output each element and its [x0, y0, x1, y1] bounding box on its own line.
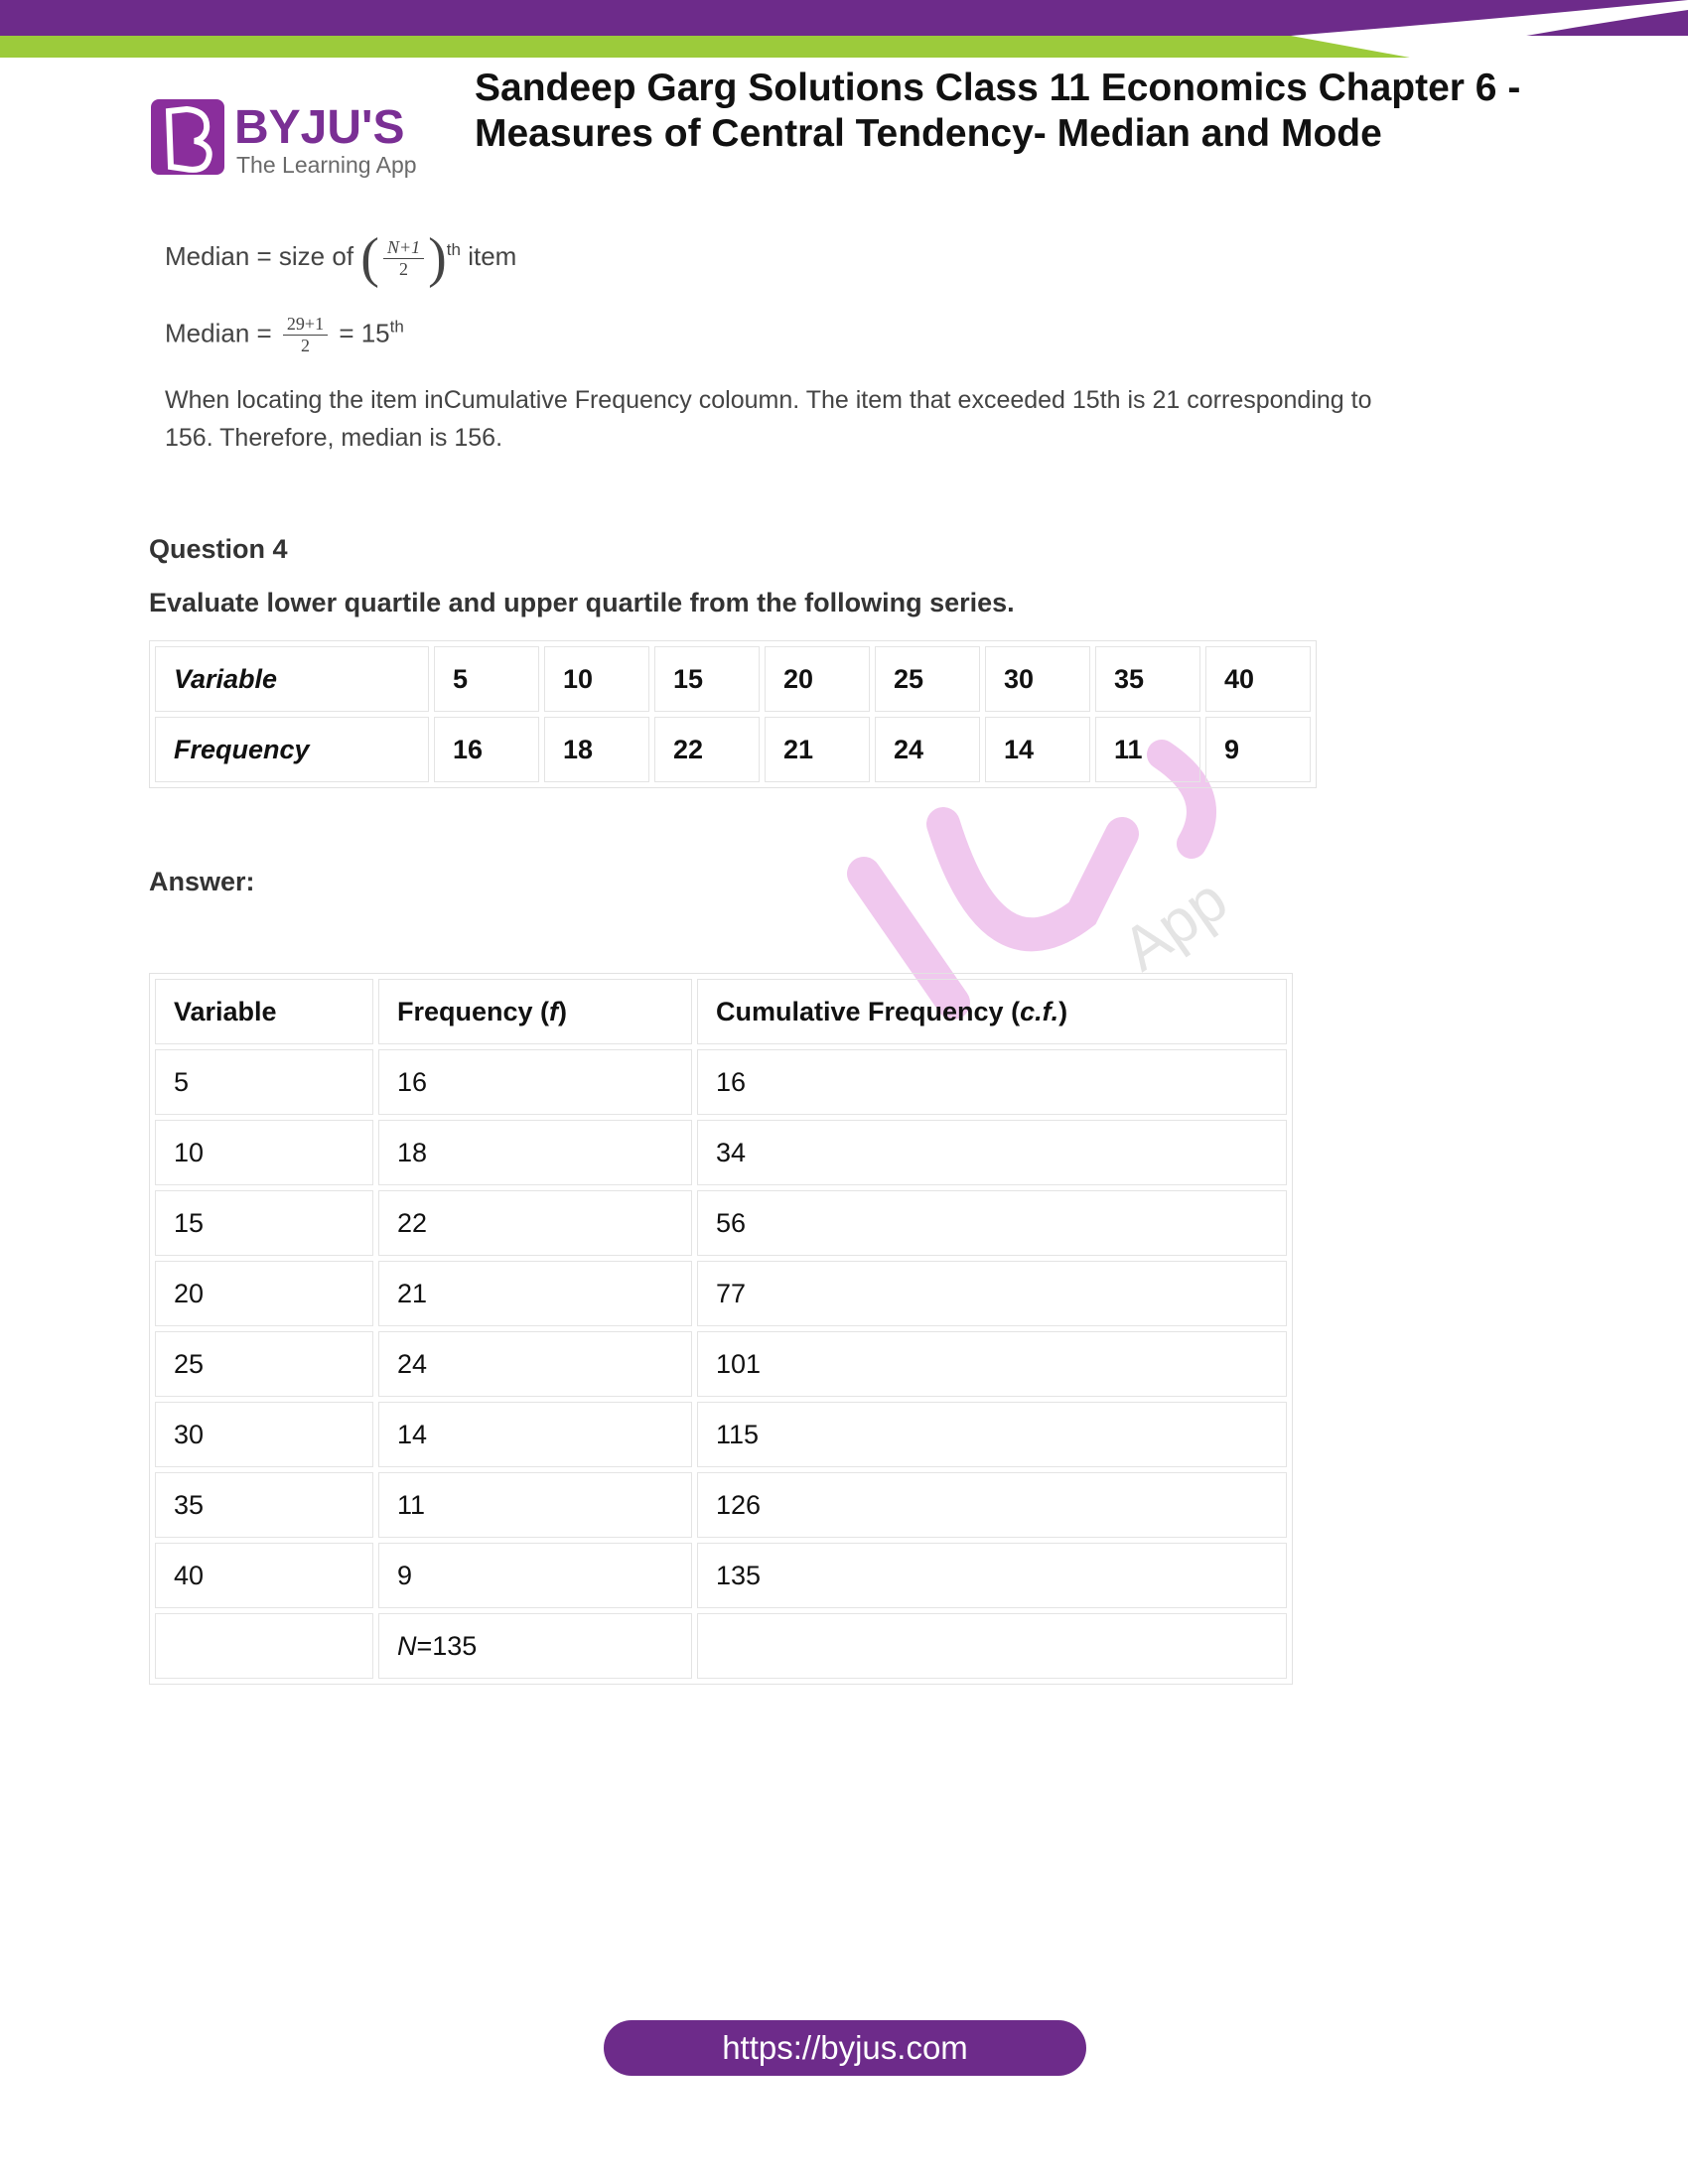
- denominator: 2: [399, 258, 409, 279]
- table-cell: 56: [697, 1190, 1287, 1256]
- table-row: [155, 1402, 1287, 1467]
- table-cell: 10: [544, 646, 649, 712]
- svg-text:The Learning App: The Learning App: [236, 152, 417, 178]
- table-cell: 18: [544, 717, 649, 782]
- table-cell: 15: [654, 646, 760, 712]
- table-cell: 25: [875, 646, 980, 712]
- table-cell: 35: [1095, 646, 1200, 712]
- denominator: 2: [301, 336, 310, 355]
- paren-close: ): [428, 227, 447, 289]
- frequency-row: [155, 717, 1311, 782]
- superscript: th: [446, 240, 461, 260]
- table-header-row: [155, 979, 1287, 1044]
- variable-row: [155, 646, 1311, 712]
- column-header: Variable: [155, 979, 373, 1044]
- header-italic: c.f.: [1020, 996, 1059, 1026]
- table-cell: 11: [378, 1472, 692, 1538]
- footer-url-link[interactable]: https://byjus.com: [604, 2020, 1086, 2076]
- table-cell: 77: [697, 1261, 1287, 1326]
- table-total-row: [155, 1613, 1287, 1679]
- table-cell: 16: [378, 1049, 692, 1115]
- superscript: th: [389, 317, 404, 337]
- table-cell: 5: [434, 646, 539, 712]
- byjus-logo: [149, 97, 437, 181]
- table-cell: 40: [155, 1543, 373, 1608]
- table-row: [155, 1261, 1287, 1326]
- table-row: [155, 1472, 1287, 1538]
- table-cell: 10: [155, 1120, 373, 1185]
- table-cell: 24: [875, 717, 980, 782]
- question-text: Evaluate lower quartile and upper quartile from the following series.: [149, 588, 1015, 617]
- explanation-paragraph: When locating the item inCumulative Frequency coloumn. The item that exceeded 15th is 21 corresponding to 156. Therefore, median is 156.: [165, 386, 1372, 452]
- question-table: [149, 640, 1317, 788]
- table-cell: 21: [765, 717, 870, 782]
- watermark-text: App: [1110, 865, 1240, 985]
- question-heading: Question 4: [149, 534, 288, 564]
- table-cell: 20: [765, 646, 870, 712]
- formula-prefix: Median =: [165, 318, 272, 348]
- table-row: [155, 1543, 1287, 1608]
- total-cell: [378, 1613, 692, 1679]
- table-cell: 126: [697, 1472, 1287, 1538]
- answer-table: [149, 973, 1293, 1685]
- table-cell: 14: [985, 717, 1090, 782]
- table-cell: 16: [434, 717, 539, 782]
- formula-result: = 15: [339, 318, 390, 348]
- numerator: 29+1: [283, 314, 328, 336]
- table-row: [155, 1331, 1287, 1397]
- table-cell: 135: [697, 1543, 1287, 1608]
- table-cell: 30: [985, 646, 1090, 712]
- table-cell: 15: [155, 1190, 373, 1256]
- table-cell: 18: [378, 1120, 692, 1185]
- header-text: ): [558, 996, 568, 1026]
- table-cell: 14: [378, 1402, 692, 1467]
- answer-label: Answer:: [149, 867, 255, 896]
- table-cell: 9: [378, 1543, 692, 1608]
- paren-open: (: [360, 227, 379, 289]
- table-cell: 11: [1095, 717, 1200, 782]
- table-cell: 34: [697, 1120, 1287, 1185]
- numerator: N+1: [383, 237, 424, 259]
- title-line-1: Sandeep Garg Solutions Class 11 Economics Chapter 6 -: [475, 67, 1521, 109]
- table-cell: 16: [697, 1049, 1287, 1115]
- top-banner: [0, 0, 1688, 60]
- total-value: =135: [416, 1630, 478, 1661]
- table-cell: 30: [155, 1402, 373, 1467]
- table-cell: 21: [378, 1261, 692, 1326]
- column-header: [378, 979, 692, 1044]
- header-text: Cumulative Frequency (: [716, 996, 1021, 1026]
- table-row: [155, 1049, 1287, 1115]
- table-cell: 22: [378, 1190, 692, 1256]
- table-cell: 40: [1205, 646, 1311, 712]
- table-cell: 24: [378, 1331, 692, 1397]
- table-cell: 35: [155, 1472, 373, 1538]
- table-row: [155, 1190, 1287, 1256]
- table-cell: 5: [155, 1049, 373, 1115]
- table-cell: 9: [1205, 717, 1311, 782]
- table-cell: 22: [654, 717, 760, 782]
- table-cell: 25: [155, 1331, 373, 1397]
- table-cell: 20: [155, 1261, 373, 1326]
- svg-text:BYJU'S: BYJU'S: [234, 101, 405, 154]
- title-line-2: Measures of Central Tendency- Median and Mode: [475, 112, 1382, 155]
- table-row: [155, 1120, 1287, 1185]
- row-label: Frequency: [155, 717, 429, 782]
- table-cell: [155, 1613, 373, 1679]
- header-text: ): [1058, 996, 1068, 1026]
- total-symbol: N: [397, 1630, 417, 1661]
- formula-prefix: Median = size of: [165, 240, 354, 271]
- table-cell: [697, 1613, 1287, 1679]
- table-cell: 101: [697, 1331, 1287, 1397]
- formula-suffix: item: [468, 240, 517, 271]
- header-italic: f: [549, 996, 559, 1026]
- header-text: Frequency (: [397, 996, 550, 1026]
- fraction: [283, 314, 328, 356]
- column-header: [697, 979, 1287, 1044]
- row-label: Variable: [155, 646, 429, 712]
- page-title: [475, 66, 1617, 157]
- median-formula-1: [165, 227, 517, 289]
- table-cell: 115: [697, 1402, 1287, 1467]
- median-formula-2: [165, 314, 404, 356]
- fraction: [383, 237, 424, 280]
